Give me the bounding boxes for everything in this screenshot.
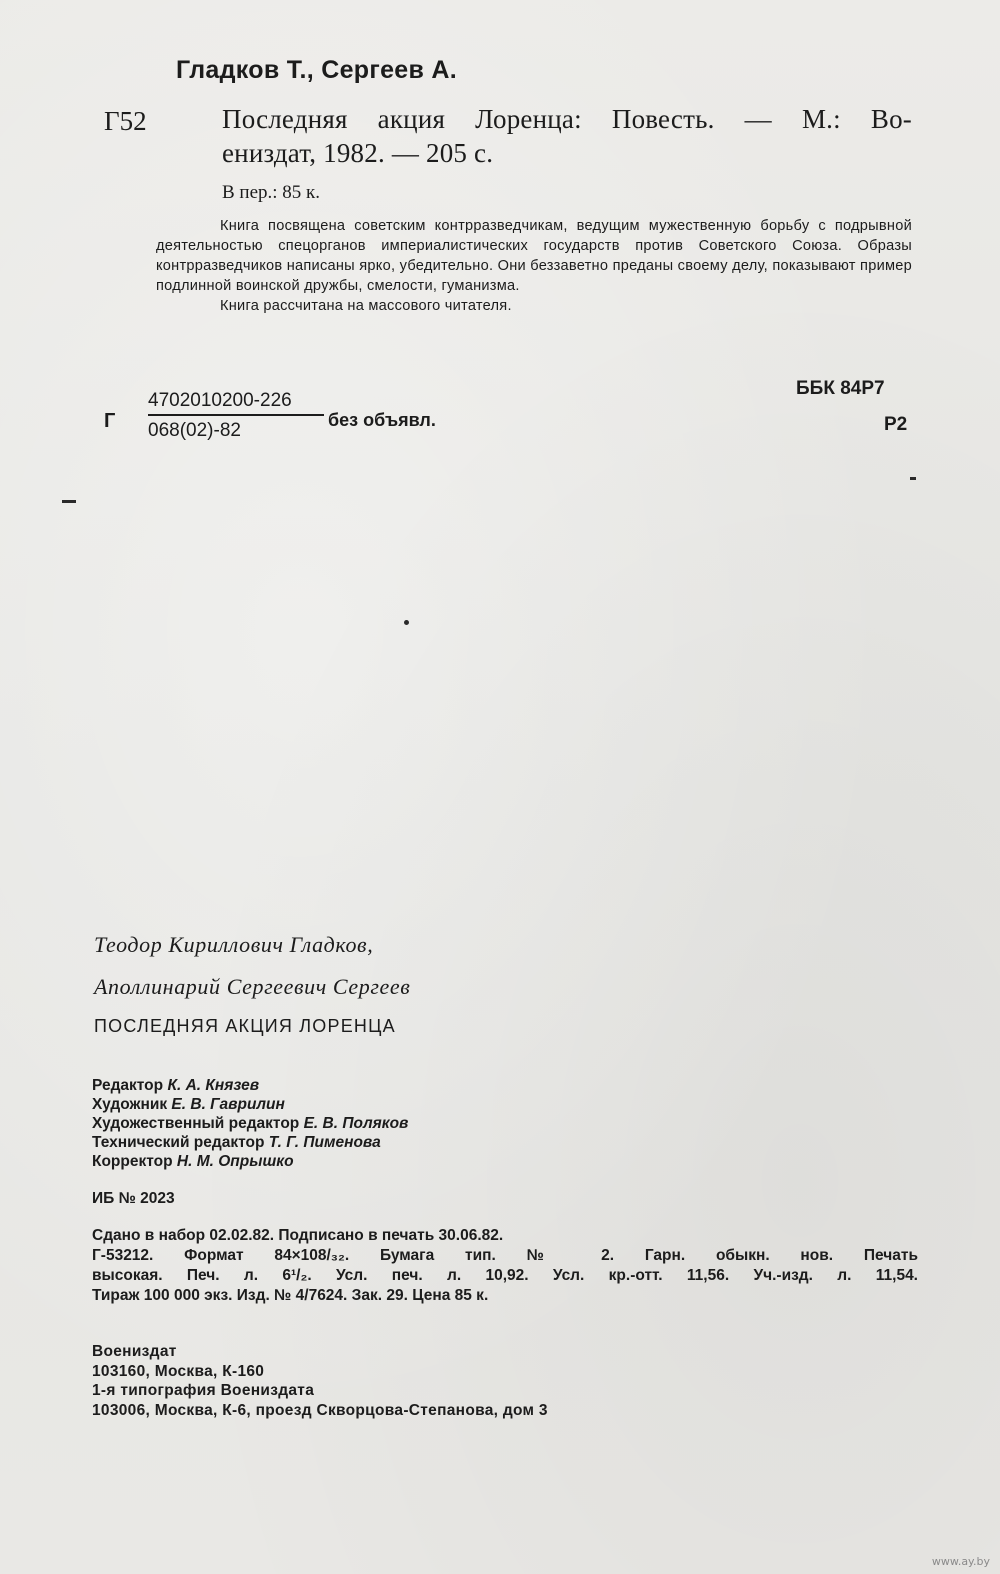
annotation-paragraph: Книга посвящена советским контрразведчикам, ведущим мужественную борьбу с подрывной деятельностью спецорганов империалистических государств против Советского Союза. Образы контрразведчиков написаны ярко, убедительно. Они беззаветно преданы своему делу, показывают пример подлинной воинской дружбы, смелости, гуманизма. — [156, 218, 912, 294]
credit-person: К. А. Князев — [167, 1077, 260, 1094]
ib-number: ИБ № 2023 — [92, 1190, 175, 1207]
credit-person: Е. В. Поляков — [303, 1115, 409, 1132]
credit-role: Редактор — [92, 1077, 164, 1094]
index-letter: Г — [104, 410, 116, 432]
author-full-name-2: Аполлинарий Сергеевич Сергеев — [94, 974, 411, 999]
credit-person: Н. М. Опрышко — [176, 1153, 294, 1170]
publisher-line: 103160, Москва, К-160 — [92, 1362, 265, 1380]
credit-row — [92, 1095, 408, 1114]
index-numerator: 4702010200-226 — [148, 390, 292, 411]
print-speck — [910, 477, 916, 480]
publisher-line: Воениздат — [92, 1343, 177, 1360]
printing-line: Сдано в набор 02.02.82. Подписано в печать 30.06.82. — [92, 1227, 504, 1244]
index-denominator: 068(02)-82 — [148, 420, 241, 441]
credit-role: Художественный редактор — [92, 1115, 300, 1132]
publisher-block — [92, 1342, 548, 1420]
credit-row — [92, 1114, 408, 1133]
annotation — [156, 216, 912, 316]
authors-heading: Гладков Т., Сергеев А. — [176, 56, 458, 84]
bbk-code: ББК 84Р7 — [796, 378, 885, 399]
printing-line: Г-53212. Формат 84×108/₃₂. Бумага тип. № 2. Гарн. обыкн. нов. Печать — [92, 1247, 918, 1264]
bibliographic-title-line-2: ениздат, 1982. — 205 с. — [222, 138, 494, 168]
printing-line: высокая. Печ. л. 6¹/₂. Усл. печ. л. 10,92. Усл. кр.-отт. 11,56. Уч.-изд. л. 11,54. — [92, 1267, 918, 1284]
publisher-line: 1-я типография Воениздата — [92, 1382, 315, 1399]
annotation-paragraph: Книга рассчитана на массового читателя. — [220, 298, 512, 314]
index-note: без объявл. — [328, 410, 436, 430]
credit-role: Художник — [92, 1096, 168, 1113]
credit-person: Т. Г. Пименова — [268, 1134, 381, 1151]
credits-list — [92, 1076, 408, 1171]
printing-line: Тираж 100 000 экз. Изд. № 4/7624. Зак. 29. Цена 85 к. — [92, 1287, 489, 1304]
printing-details — [92, 1226, 918, 1306]
watermark: www.ay.by — [931, 1555, 990, 1568]
book-title: ПОСЛЕДНЯЯ АКЦИЯ ЛОРЕНЦА — [94, 1016, 396, 1036]
credit-row — [92, 1152, 408, 1171]
author-full-name-1: Теодор Кириллович Гладков, — [94, 932, 374, 957]
library-code: Г52 — [104, 106, 147, 136]
price-line: В пер.: 85 к. — [222, 182, 321, 203]
credit-role: Технический редактор — [92, 1134, 265, 1151]
print-speck — [404, 620, 409, 625]
credit-role: Корректор — [92, 1153, 173, 1170]
bbk-subcode: Р2 — [884, 414, 908, 435]
index-fraction — [148, 390, 324, 442]
publisher-line: 103006, Москва, К-6, проезд Скворцова-Степанова, дом 3 — [92, 1401, 548, 1419]
fraction-bar — [148, 414, 324, 416]
print-speck — [62, 500, 76, 503]
credit-row — [92, 1076, 408, 1095]
credit-row — [92, 1133, 408, 1152]
credit-person: Е. В. Гаврилин — [171, 1096, 285, 1113]
bibliographic-title-line-1: Последняя акция Лоренца: Повесть. — М.: Во- — [222, 104, 912, 134]
